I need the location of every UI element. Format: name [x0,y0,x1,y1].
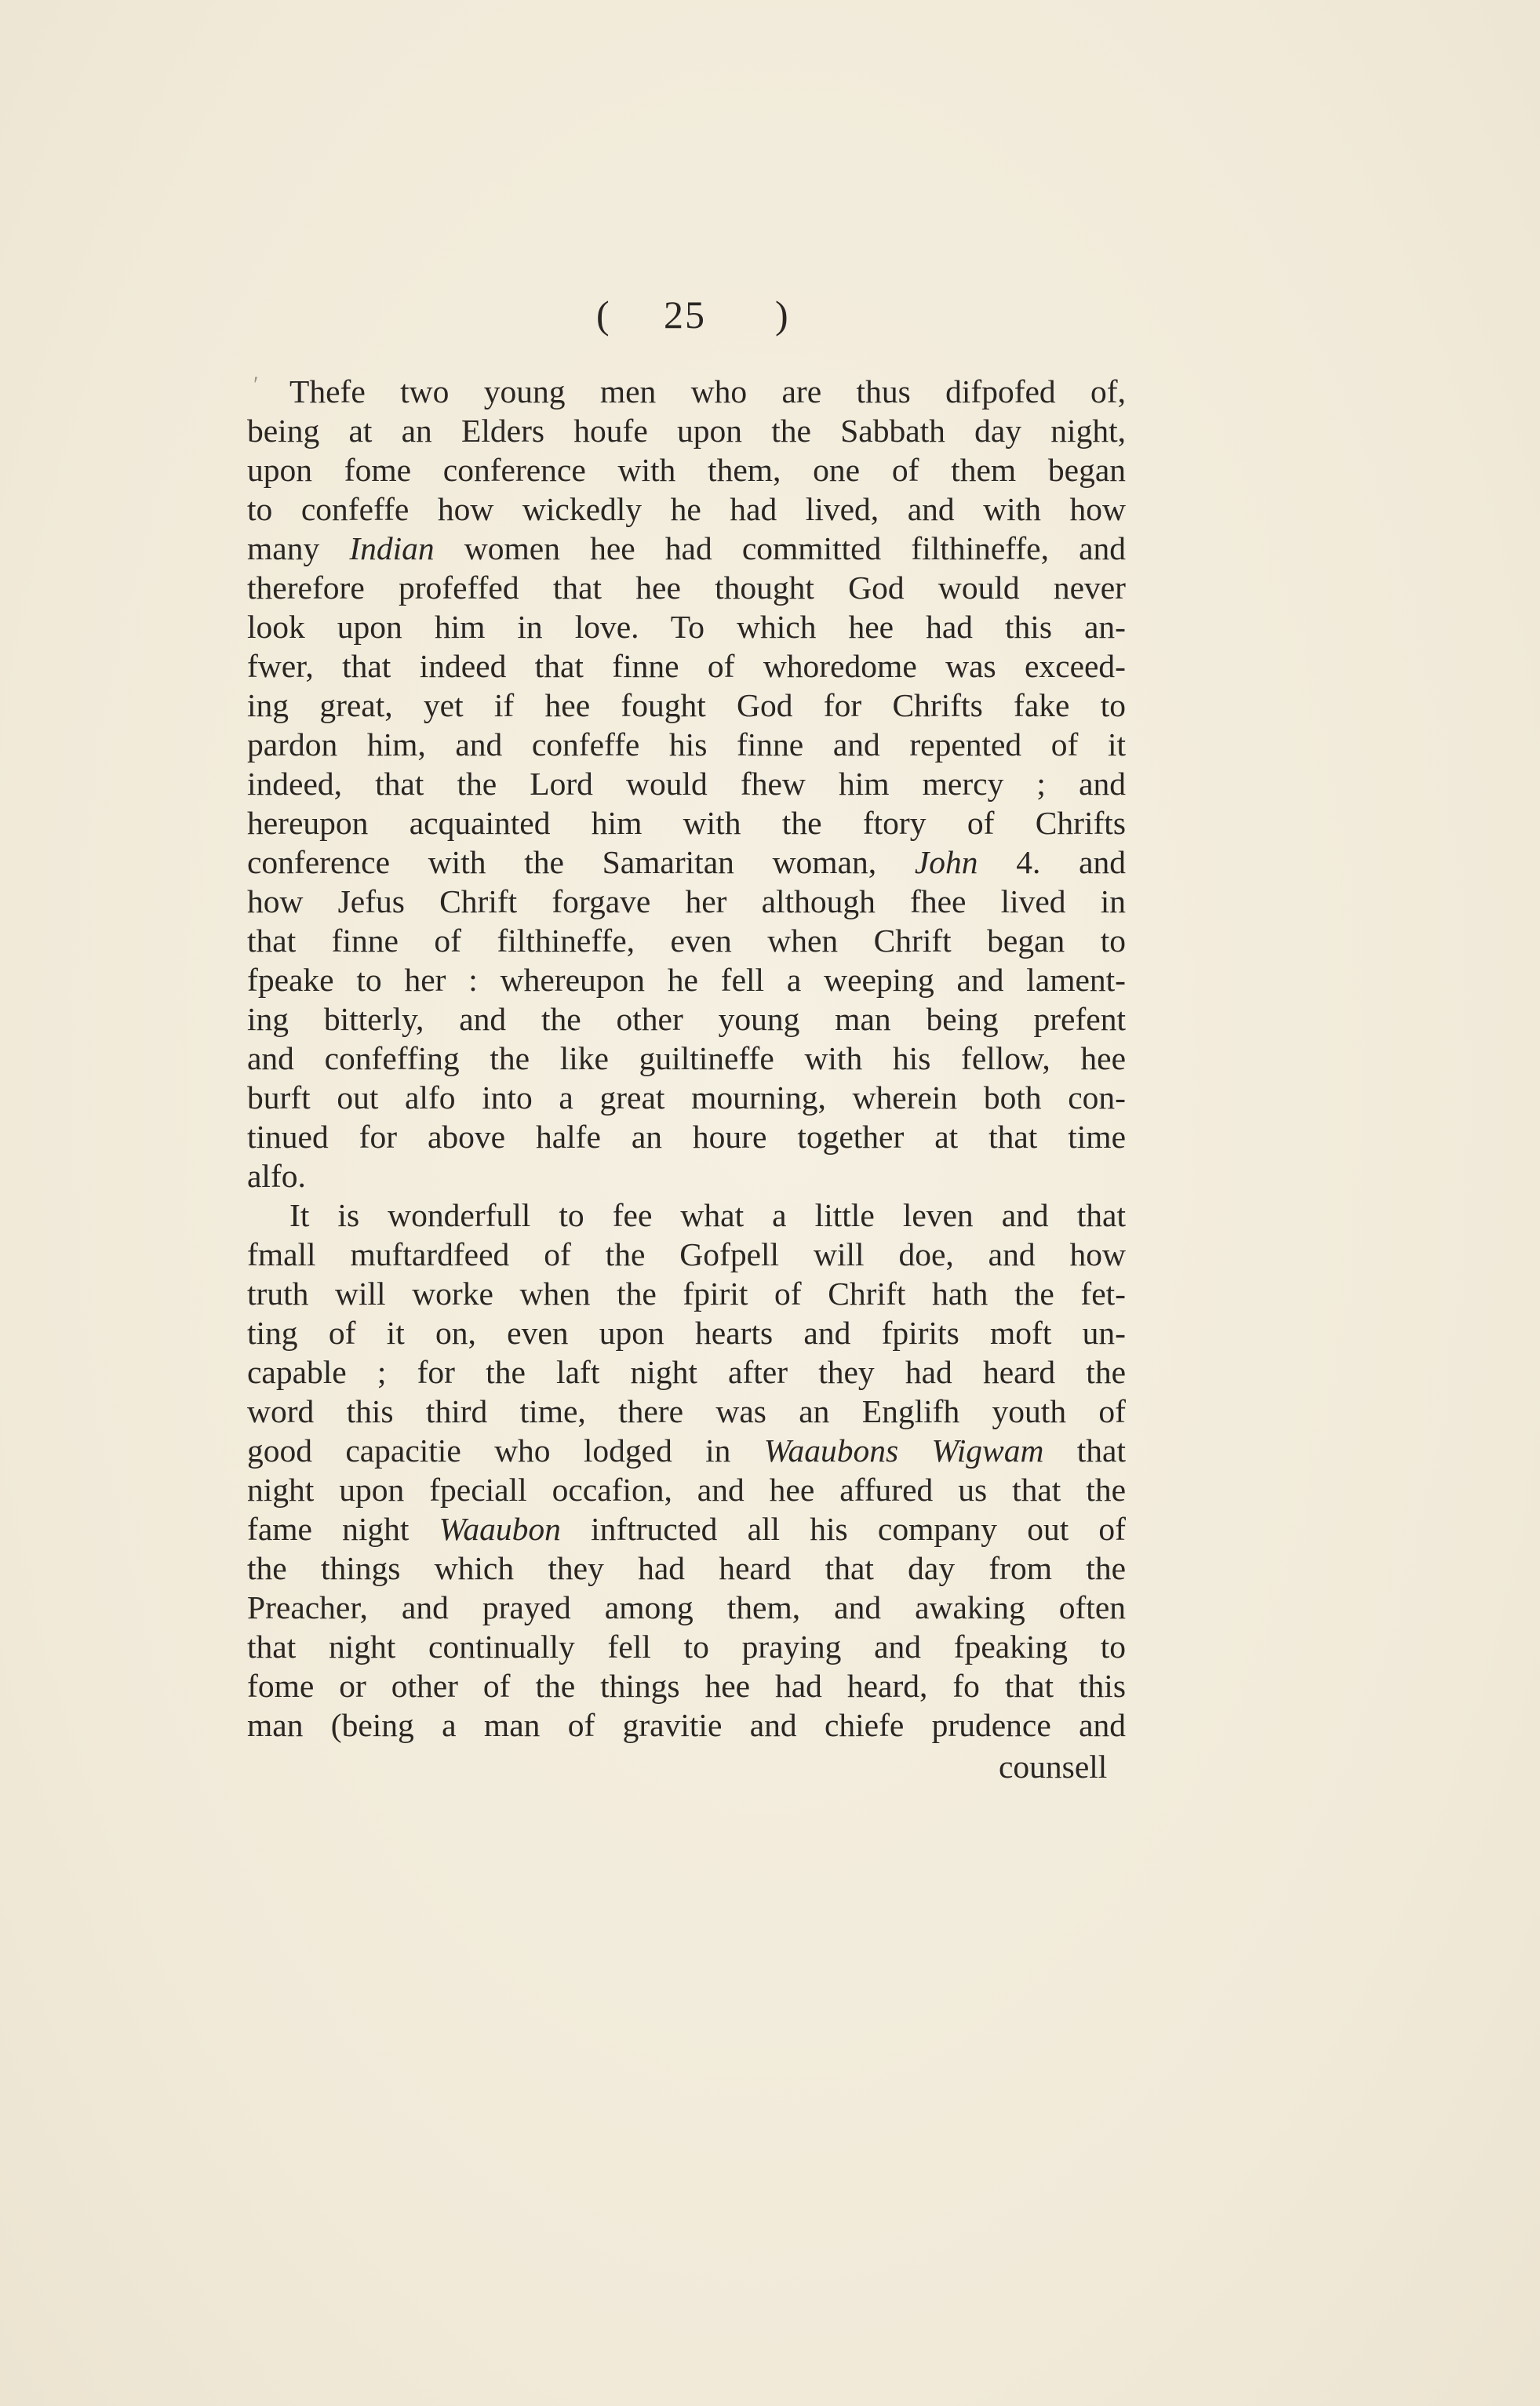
text-line: alfo. [247,1158,306,1194]
text-line: fpeake to her : whereupon he fell a weeping and lament- [247,962,1126,998]
page-number-close-paren: ) [775,293,788,337]
text-line: tinued for above halfe an houre together at that time [247,1119,1126,1155]
text-line: many Indian women hee had committed filthineffe, and [247,530,1127,566]
text-line: It is wonderfull to fee what a little leven and that [289,1197,1126,1233]
text-line: Preacher, and prayed among them, and awaking often [247,1589,1126,1625]
text-line: therefore profeffed that hee thought God would never [247,570,1126,606]
catchword: counsell [999,1749,1108,1785]
text-line: that night continually fell to praying and fpeaking to [247,1629,1126,1665]
text-line: how Jefus Chrift forgave her although fhee lived in [247,883,1126,919]
text-line: fame night Waaubon inftructed all his company out of [247,1511,1127,1547]
text-line: night upon fpeciall occafion, and hee affured us that the [247,1472,1126,1508]
text-line: conference with the Samaritan woman, John 4. and [247,844,1127,880]
text-line: look upon him in love. To which hee had this an- [247,609,1126,645]
text-line: truth will worke when the fpirit of Chrift hath the fet- [247,1276,1126,1312]
text-line: upon fome conference with them, one of them began [247,452,1126,488]
page-number-value: 25 [664,293,706,337]
text-line: and confeffing the like guiltineffe with his fellow, hee [247,1040,1126,1076]
text-line: Thefe two young men who are thus difpofed of, [289,373,1126,409]
text-line: capable ; for the laft night after they had heard the [247,1354,1126,1390]
page-number-open-paren: ( [596,293,610,337]
text-line: fwer, that indeed that finne of whoredome was exceed- [247,648,1126,684]
text-line: the things which they had heard that day from the [247,1550,1126,1586]
text-line: word this third time, there was an Englifh youth of [247,1393,1126,1429]
text-line: hereupon acquainted him with the ftory of Chrifts [247,805,1126,841]
text-line: to confeffe how wickedly he had lived, and with how [247,491,1126,527]
text-line: ing bitterly, and the other young man being prefent [247,1001,1126,1037]
text-line: being at an Elders houfe upon the Sabbath day night, [247,413,1126,449]
text-line: man (being a man of gravitie and chiefe prudence and [247,1707,1126,1743]
text-line: pardon him, and confeffe his finne and repented of it [247,726,1126,763]
text-line: good capacitie who lodged in Waaubons Wigwam that [247,1432,1127,1469]
text-line: ing great, yet if hee fought God for Chrifts fake to [247,687,1126,723]
text-line: fome or other of the things hee had heard, fo that this [247,1668,1126,1704]
text-line: indeed, that the Lord would fhew him mercy ; and [247,766,1126,802]
text-line: that finne of filthineffe, even when Chrift began to [247,923,1126,959]
text-line: burft out alfo into a great mourning, wherein both con- [247,1079,1126,1116]
margin-tick-mark: ʹ [253,372,259,398]
text-line: fmall muftardfeed of the Gofpell will doe, and how [247,1236,1126,1272]
text-line: ting of it on, even upon hearts and fpirits moft un- [247,1315,1126,1351]
